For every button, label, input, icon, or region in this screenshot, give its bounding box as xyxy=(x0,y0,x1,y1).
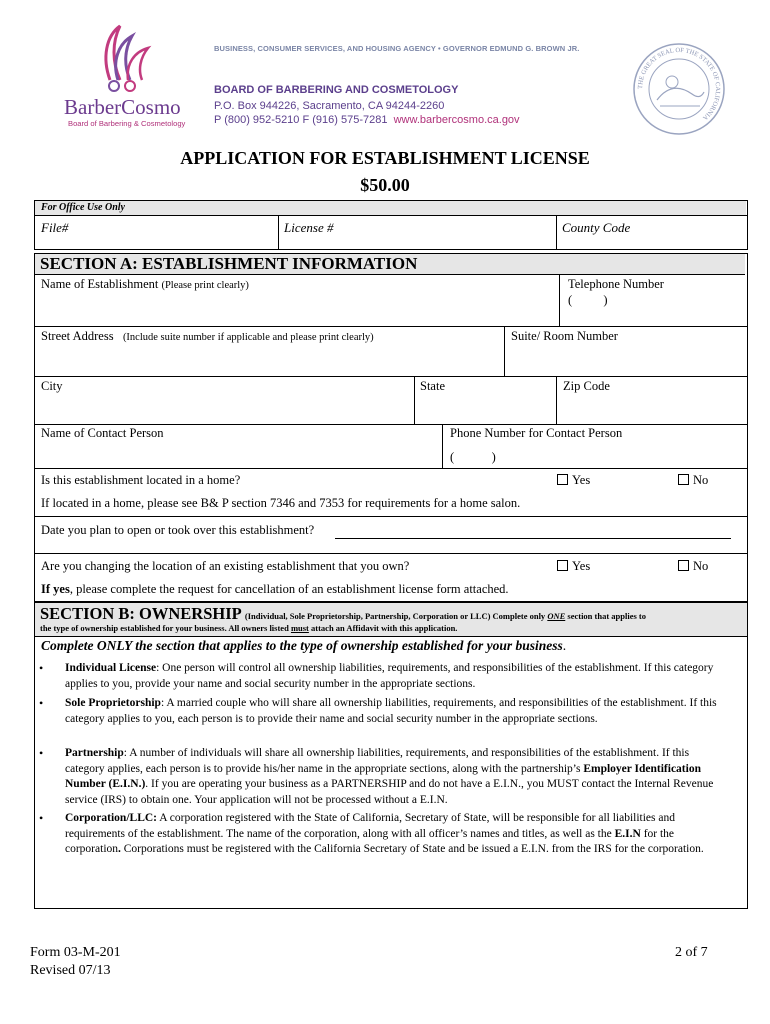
list-item xyxy=(39,746,729,808)
if-yes-bold: If yes xyxy=(41,582,70,596)
home-question: Is this establishment located in a home? xyxy=(41,473,241,487)
home-no-label: No xyxy=(693,473,709,487)
change-yes-checkbox[interactable] xyxy=(557,560,568,571)
ownership-intro-text: Complete ONLY the section that applies to the type of ownership established for your business xyxy=(41,638,563,653)
file-number-field[interactable] xyxy=(35,216,278,250)
establishment-name-hint: (Please print clearly) xyxy=(161,280,249,291)
home-no-checkbox[interactable] xyxy=(678,474,689,485)
city-field[interactable]: City xyxy=(41,379,63,393)
change-location-question: Are you changing the location of an existing establishment that you own? xyxy=(41,559,410,573)
partnership-term: Partnership xyxy=(65,747,124,759)
list-item xyxy=(39,811,729,858)
section-b-heading xyxy=(40,604,646,624)
change-yes-option[interactable] xyxy=(557,559,590,574)
open-date-field[interactable] xyxy=(335,538,731,539)
board-phone: P (800) 952-5210 F (916) 575-7281 xyxy=(214,114,388,126)
open-date-question: Date you plan to open or took over this establishment? xyxy=(41,523,315,537)
section-b-title: SECTION B: OWNERSHIP xyxy=(40,604,241,623)
section-a-heading: SECTION A: ESTABLISHMENT INFORMATION xyxy=(35,254,745,275)
office-use-box xyxy=(34,200,748,250)
license-number-label: License # xyxy=(284,220,334,235)
street-address-label: Street Address xyxy=(41,329,114,343)
list-item xyxy=(39,661,729,692)
bullet-icon: • xyxy=(39,661,44,675)
section-b-instruction xyxy=(40,623,457,633)
partnership-text-end: . If you are operating your business as a PARTNERSHIP and do not have a E.I.N., you MUST contact the Internal Revenue service (IRS) to obtain one. Your application will not be processed without a E.I.N. xyxy=(65,778,714,806)
contact-phone-field[interactable]: ( ) xyxy=(450,450,496,464)
section-b-instruction-end: attach an Affidavit with this application. xyxy=(308,623,458,633)
partnership-text: : A number of individuals will share all ownership liabilities, requirements, and responsibilities of the establishment. If this category applies, each person is to provide his/her name in the appropriate sections, along with the partnership’s xyxy=(65,747,690,775)
if-yes-note xyxy=(41,582,509,597)
section-a xyxy=(34,253,748,602)
list-item xyxy=(39,696,729,727)
california-state-seal xyxy=(632,42,727,137)
change-no-option[interactable] xyxy=(678,559,708,574)
home-yes-label: Yes xyxy=(572,473,591,487)
change-yes-label: Yes xyxy=(572,559,591,573)
suite-number-field[interactable]: Suite/ Room Number xyxy=(511,329,618,343)
board-address: P.O. Box 944226, Sacramento, CA 94244-2260 xyxy=(214,100,445,112)
bullet-icon: • xyxy=(39,811,44,825)
seal-text: THE GREAT SEAL OF THE STATE OF CALIFORNIA xyxy=(636,46,722,122)
corporation-text-mid: for the corporation xyxy=(65,827,675,855)
logo-subtext: Board of Barbering & Cosmetology xyxy=(68,119,186,128)
home-yes-option[interactable] xyxy=(557,473,590,488)
corporation-text: A corporation registered with the State of California, Secretary of State, will be responsible for all liabilities and requirements of the establishment. The name of the corporation, along with all officer’s names and titles, as well as the xyxy=(65,812,675,840)
form-number: Form 03-M-201 xyxy=(30,945,121,960)
sole-proprietorship-term: Sole Proprietorship xyxy=(65,697,161,709)
corporation-term: Corporation/LLC: xyxy=(65,812,157,824)
bullet-icon: • xyxy=(39,746,44,760)
license-number-field[interactable] xyxy=(278,216,556,250)
zip-code-field[interactable]: Zip Code xyxy=(563,379,610,393)
establishment-name-field[interactable] xyxy=(41,277,249,292)
corporation-ein: E.I.N xyxy=(614,827,641,840)
section-b-instruction-text: the type of ownership established for your business. All owners listed xyxy=(40,623,291,633)
corporation-text-end: Corporations must be registered with the California Secretary of State and be issued a E.I.N. from the IRS for the corporation. xyxy=(120,843,704,855)
section-b-must: must xyxy=(290,623,309,633)
street-address-hint: (Include suite number if applicable and please print clearly) xyxy=(122,332,374,343)
county-code-field[interactable] xyxy=(556,216,746,250)
revised-date: Revised 07/13 xyxy=(30,963,111,978)
ownership-intro-period: . xyxy=(562,638,567,653)
state-field[interactable]: State xyxy=(420,379,445,393)
home-salon-note: If located in a home, please see B& P section 7346 and 7353 for requirements for a home salon. xyxy=(41,496,521,510)
fee-amount: $50.00 xyxy=(360,175,410,195)
sole-proprietorship-text: : A married couple who will share all ownership liabilities, requirements, and responsibilities of the establishment. If this category applies to you, each person is to provide their name and social security number in the appropriate sections. xyxy=(65,697,717,725)
corporation-period: . xyxy=(118,843,121,855)
section-b-header xyxy=(35,603,747,637)
change-no-label: No xyxy=(693,559,709,573)
page-number: 2 of 7 xyxy=(675,945,708,960)
home-no-option[interactable] xyxy=(678,473,708,488)
office-use-heading: For Office Use Only xyxy=(35,201,746,215)
establishment-name-label: Name of Establishment xyxy=(41,277,159,291)
board-contact xyxy=(214,114,520,126)
if-yes-text: , please complete the request for cancellation of an establishment license form attached. xyxy=(69,582,509,596)
logo-wordmark: BarberCosmo xyxy=(64,95,181,119)
contact-person-field[interactable]: Name of Contact Person xyxy=(41,426,164,440)
page-title: APPLICATION FOR ESTABLISHMENT LICENSE xyxy=(180,148,590,168)
section-b-note: (Individual, Sole Proprietorship, Partnership, Corporation or LLC) Complete only xyxy=(244,611,548,621)
agency-line: BUSINESS, CONSUMER SERVICES, AND HOUSING AGENCY • GOVERNOR EDMUND G. BROWN JR. xyxy=(214,44,580,53)
section-b xyxy=(34,602,748,909)
board-website-link[interactable]: www.barbercosmo.ca.gov xyxy=(393,114,520,126)
street-address-field[interactable] xyxy=(41,329,374,344)
telephone-number-label: Telephone Number xyxy=(568,277,664,291)
board-name: BOARD OF BARBERING AND COSMETOLOGY xyxy=(214,84,459,96)
change-no-checkbox[interactable] xyxy=(678,560,689,571)
bullet-icon: • xyxy=(39,696,44,710)
section-b-note-end: section that applies to xyxy=(565,611,647,621)
individual-term: Individual License xyxy=(65,662,157,674)
contact-phone-label: Phone Number for Contact Person xyxy=(450,426,623,440)
telephone-number-field[interactable]: ( ) xyxy=(568,293,608,307)
file-number-label: File# xyxy=(41,220,69,235)
county-code-label: County Code xyxy=(562,220,631,235)
ownership-intro xyxy=(41,638,566,654)
home-yes-checkbox[interactable] xyxy=(557,474,568,485)
individual-text: : One person will control all ownership liabilities, requirements, and responsibilities of the establishment. If this category applies to you, provide your name and social security number in the appropriate sections. xyxy=(65,662,714,690)
partnership-ein: Employer Identification Number (E.I.N.) xyxy=(65,762,701,790)
section-b-note-one: ONE xyxy=(547,611,566,621)
barbercosmo-logo xyxy=(62,18,202,138)
